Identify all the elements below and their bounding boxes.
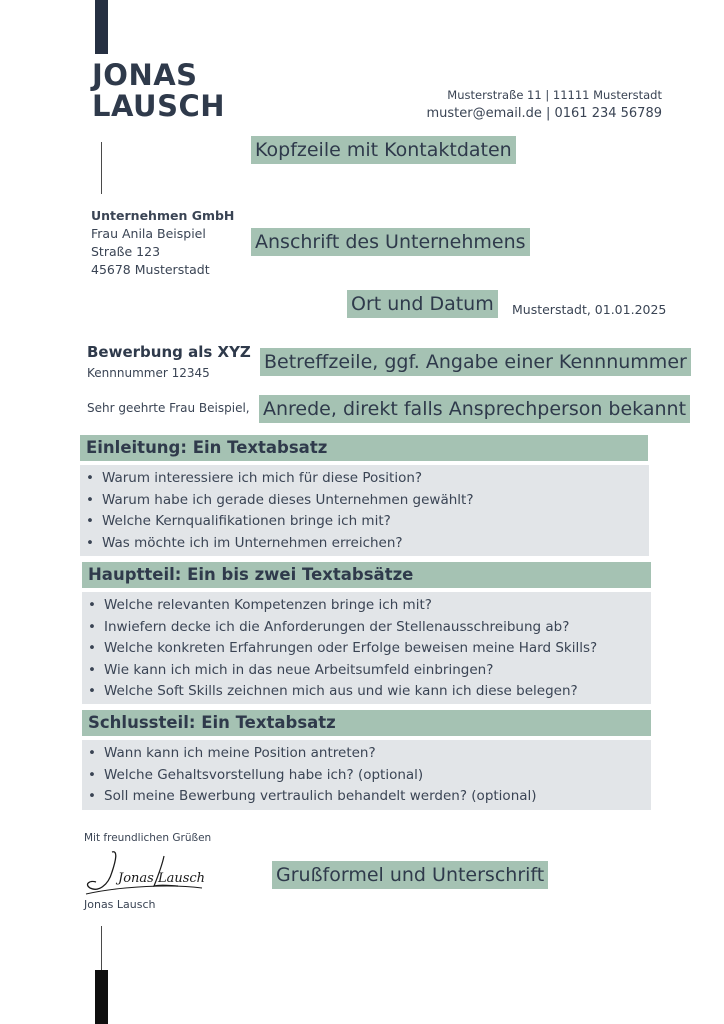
contact-address: Musterstraße 11 | 11111 Musterstadt [447, 88, 662, 102]
place-date: Musterstadt, 01.01.2025 [512, 302, 667, 317]
top-accent-bar [95, 0, 108, 54]
applicant-name [92, 60, 225, 122]
handwritten-signature [82, 846, 222, 900]
label-subject-line: Betreffzeile, ggf. Angabe einer Kennnummer [260, 348, 691, 376]
footer-divider-line [101, 926, 102, 972]
section-main-title: Hauptteil: Ein bis zwei Textabsätze [82, 562, 651, 588]
list-item: • Welche relevanten Kompetenzen bringe ich mit? [88, 595, 643, 617]
label-header: Kopfzeile mit Kontaktdaten [251, 136, 516, 164]
contact-email-phone: muster@email.de | 0161 234 56789 [426, 106, 662, 121]
bottom-accent-bar [95, 970, 108, 1024]
header-divider-line [101, 142, 102, 194]
list-item: • Soll meine Bewerbung vertraulich behandelt werden? (optional) [88, 786, 643, 808]
list-item: • Warum habe ich gerade dieses Unternehmen gewählt? [86, 490, 641, 512]
section-closing-title: Schlussteil: Ein Textabsatz [82, 710, 651, 736]
list-item: • Welche konkreten Erfahrungen oder Erfolge beweisen meine Hard Skills? [88, 638, 643, 660]
list-item: • Welche Kernqualifikationen bringe ich mit? [86, 511, 641, 533]
label-closing: Grußformel und Unterschrift [272, 861, 548, 889]
closing-text: Mit freundlichen Grüßen [84, 832, 212, 844]
salutation-text: Sehr geehrte Frau Beispiel, [87, 401, 250, 415]
company-name: Unternehmen GmbH [91, 208, 235, 223]
company-contact-person: Frau Anila Beispiel [91, 226, 206, 241]
list-item: • Welche Soft Skills zeichnen mich aus und wie kann ich diese belegen? [88, 681, 643, 703]
list-item: • Warum interessiere ich mich für diese Position? [86, 468, 641, 490]
section-closing-box [82, 740, 651, 810]
list-item: • Wann kann ich meine Position antreten? [88, 743, 643, 765]
label-salutation: Anrede, direkt falls Ansprechperson bekannt [259, 395, 690, 423]
list-item: • Inwiefern decke ich die Anforderungen der Stellenausschreibung ab? [88, 617, 643, 639]
list-item: • Welche Gehaltsvorstellung habe ich? (optional) [88, 765, 643, 787]
applicant-first-name: JONAS [92, 58, 198, 92]
section-intro-box [80, 465, 649, 556]
subject-line: Bewerbung als XYZ [87, 343, 251, 361]
company-city: 45678 Musterstadt [91, 262, 210, 277]
reference-number: Kennnummer 12345 [87, 366, 210, 380]
company-street: Straße 123 [91, 244, 161, 259]
applicant-last-name: LAUSCH [92, 89, 226, 123]
section-intro-title: Einleitung: Ein Textabsatz [80, 435, 648, 461]
section-main-box [82, 592, 651, 704]
label-company-address: Anschrift des Unternehmens [251, 228, 530, 256]
label-place-date: Ort und Datum [347, 290, 498, 318]
signature-name: Jonas Lausch [84, 898, 156, 911]
list-item: • Was möchte ich im Unternehmen erreichen? [86, 533, 641, 555]
company-address [91, 207, 234, 279]
list-item: • Wie kann ich mich in das neue Arbeitsumfeld einbringen? [88, 660, 643, 682]
signature-script-text: Jonas Lausch [118, 871, 206, 886]
